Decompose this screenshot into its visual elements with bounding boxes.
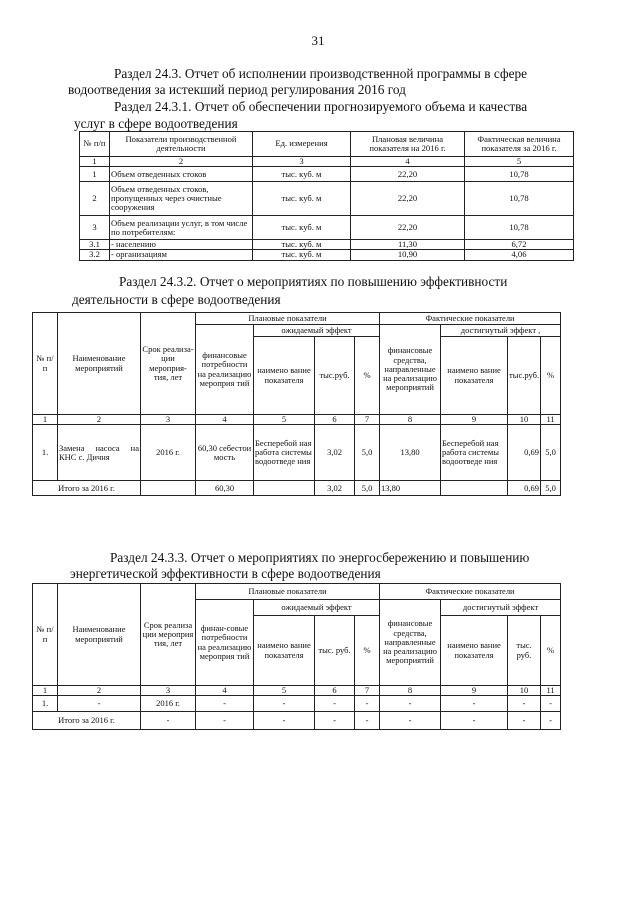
t1-cell-num: 3 (80, 216, 110, 240)
t1-cell-fact: 6,72 (465, 240, 574, 250)
t3-col-number: 1 (33, 686, 58, 696)
t2-header-num: № п/ п (33, 313, 58, 415)
t1-cell-plan: 22,20 (351, 216, 465, 240)
t1-cell-plan: 22,20 (351, 167, 465, 182)
t2-header-fact-fin: финансовые средства, направленные на реализацию мероприятий (380, 325, 441, 415)
subsection-1-heading-line1: Раздел 24.3.1. Отчет об обеспечении прогнозируемого объема и качества (114, 99, 528, 114)
t2-col-number: 7 (355, 415, 380, 425)
t3-header-plan: Плановые показатели (196, 584, 380, 600)
t2-cell-fact-rub: 0,69 (508, 425, 541, 481)
t3-col-number: 7 (355, 686, 380, 696)
t3-cell-fact-rub: - (508, 696, 541, 712)
t3-total-fact-fin: - (380, 712, 441, 730)
t2-cell-plan-pct: 5,0 (355, 425, 380, 481)
page-number: 31 (311, 33, 325, 48)
t2-col-number: 5 (254, 415, 315, 425)
subsection-2-heading-line1: Раздел 24.3.2. Отчет о мероприятиях по повышению эффективности (119, 274, 508, 289)
t2-total-fact-pct: 5,0 (541, 481, 561, 496)
t3-header-fact-fin: финансовые средства, направленные на реализацию мероприятий (380, 600, 441, 686)
t1-cell-num: 3.1 (80, 240, 110, 250)
t1-col-number: 5 (465, 157, 574, 167)
subsection-3-heading-line1: Раздел 24.3.3. Отчет о мероприятиях по энергосбережению и повышению (110, 550, 530, 565)
t3-header-num: № п/ п (33, 584, 58, 686)
efficiency-measures-table (32, 312, 561, 496)
table-row (33, 712, 561, 730)
t1-cell-fact: 10,78 (465, 182, 574, 216)
t2-header-fact: Фактические показатели (380, 313, 561, 325)
t2-total-plan-pct: 5,0 (355, 481, 380, 496)
t3-cell-term: 2016 г. (141, 696, 196, 712)
t2-cell-plan-rub: 3,02 (315, 425, 355, 481)
t3-header-term: Срок реализа ции мероприя тия, лет (141, 584, 196, 686)
t1-cell-unit: тыс. куб. м (253, 167, 351, 182)
t3-col-number: 4 (196, 686, 254, 696)
table-row (80, 240, 574, 250)
t1-cell-num: 2 (80, 182, 110, 216)
t1-header-fact: Фактическая величина показателя за 2016 г. (465, 132, 574, 157)
t2-cell-plan-fin: 60,30 себестои мость (196, 425, 254, 481)
table-row (80, 216, 574, 240)
t2-total-label: Итого за 2016 г. (33, 481, 141, 496)
t2-cell-name: Замена насоса на КНС с. Дичня (58, 425, 141, 481)
t2-total-plan-fin: 60,30 (196, 481, 254, 496)
t1-header-indicator: Показатели производственной деятельности (110, 132, 253, 157)
t2-total-fact-fin: 13,80 (380, 481, 441, 496)
t3-total-label: Итого за 2016 г. (33, 712, 141, 730)
t3-header-name: Наименование мероприятий (58, 584, 141, 686)
t1-cell-fact: 10,78 (465, 167, 574, 182)
subsection-3-heading-line2: энергетической эффективности в сфере водоотведения (70, 566, 381, 581)
t2-header-pct: % (355, 337, 380, 415)
t3-header-ind-name-fact: наимено вание показателя (441, 616, 508, 686)
table-row (80, 182, 574, 216)
section-heading-line1: Раздел 24.3. Отчет об исполнении производственной программы в сфере (114, 66, 528, 81)
energy-saving-measures-table (32, 583, 561, 730)
t3-total-term: - (141, 712, 196, 730)
t1-cell-name: Объем реализации услуг, в том числе по потребителям: (110, 216, 253, 240)
t3-cell-num: 1. (33, 696, 58, 712)
t3-col-number: 8 (380, 686, 441, 696)
t1-col-number: 1 (80, 157, 110, 167)
t3-col-number: 11 (541, 686, 561, 696)
subsection-2-heading-line2: деятельности в сфере водоотведения (72, 292, 281, 307)
t3-col-number: 3 (141, 686, 196, 696)
t3-header-plan-fin: финан-совые потребности на реализацию мероприя тий (196, 600, 254, 686)
t1-header-unit: Ед. измерения (253, 132, 351, 157)
t3-total-fact-rub: - (508, 712, 541, 730)
t1-header-num: № п/п (80, 132, 110, 157)
t1-col-number: 2 (110, 157, 253, 167)
t2-col-number: 6 (315, 415, 355, 425)
table-row (33, 481, 561, 496)
t3-col-number: 6 (315, 686, 355, 696)
t2-col-number: 11 (541, 415, 561, 425)
t3-header-expected: ожидаемый эффект (254, 600, 380, 616)
t2-header-plan: Плановые показатели (196, 313, 380, 325)
t2-cell-term: 2016 г. (141, 425, 196, 481)
t2-col-number: 2 (58, 415, 141, 425)
t3-col-number: 10 (508, 686, 541, 696)
t1-cell-name: Объем отведенных стоков (110, 167, 253, 182)
t1-cell-name: - населению (110, 240, 253, 250)
t3-cell-fact-pct: - (541, 696, 561, 712)
t1-cell-plan: 22,20 (351, 182, 465, 216)
t3-header-fact: Фактические показатели (380, 584, 561, 600)
t2-col-number: 10 (508, 415, 541, 425)
t2-total-plan-ind (254, 481, 315, 496)
t3-total-plan-rub: - (315, 712, 355, 730)
t2-header-rub: тыс.руб. (315, 337, 355, 415)
t3-cell-plan-ind: - (254, 696, 315, 712)
t2-header-plan-fin: финансовые потребности на реализацию мероприя тий (196, 325, 254, 415)
subsection-1-heading-line2: услуг в сфере водоотведения (74, 116, 238, 131)
t1-cell-unit: тыс. куб. м (253, 216, 351, 240)
t2-header-pct-fact: % (541, 337, 561, 415)
t1-cell-unit: тыс. куб. м (253, 182, 351, 216)
t3-col-number: 5 (254, 686, 315, 696)
table-row (33, 425, 561, 481)
t3-cell-fact-ind: - (441, 696, 508, 712)
t3-col-number: 9 (441, 686, 508, 696)
t3-total-fact-ind: - (441, 712, 508, 730)
t1-cell-plan: 11,30 (351, 240, 465, 250)
t3-header-ind-name: наимено вание показателя (254, 616, 315, 686)
t1-cell-fact: 10,78 (465, 216, 574, 240)
t2-header-expected: ожидаемый эффект (254, 325, 380, 337)
t2-col-number: 4 (196, 415, 254, 425)
section-heading-line2: водоотведения за истекший период регулирования 2016 год (68, 82, 406, 97)
table-row (33, 696, 561, 712)
t3-col-number: 2 (58, 686, 141, 696)
t3-header-rub-fact: тыс. руб. (508, 616, 541, 686)
t1-cell-num: 3.2 (80, 250, 110, 260)
t2-header-achieved: достигнутый эффект , (441, 325, 561, 337)
t3-cell-name: - (58, 696, 141, 712)
t1-cell-plan: 10,90 (351, 250, 465, 260)
t2-cell-fact-pct: 5,0 (541, 425, 561, 481)
t2-col-number: 9 (441, 415, 508, 425)
t3-cell-fact-fin: - (380, 696, 441, 712)
t2-header-term: Срок реализа-ции мероприя-тия, лет (141, 313, 196, 415)
t2-cell-num: 1. (33, 425, 58, 481)
t2-total-term (141, 481, 196, 496)
t2-col-number: 3 (141, 415, 196, 425)
t3-cell-plan-fin: - (196, 696, 254, 712)
table-row (80, 167, 574, 182)
t3-cell-plan-rub: - (315, 696, 355, 712)
t1-cell-unit: тыс. куб. м (253, 250, 351, 260)
t2-cell-fact-ind: Бесперебой ная работа системы водоотведе ния (441, 425, 508, 481)
t1-cell-name: - организациям (110, 250, 253, 260)
t2-header-rub-fact: тыс.руб. (508, 337, 541, 415)
t2-cell-fact-fin: 13,80 (380, 425, 441, 481)
t2-header-name: Наименование мероприятий (58, 313, 141, 415)
t2-col-number: 1 (33, 415, 58, 425)
t3-total-plan-fin: - (196, 712, 254, 730)
t2-header-ind-name: наимено вание показателя (254, 337, 315, 415)
table-row (80, 250, 574, 260)
t3-total-plan-pct: - (355, 712, 380, 730)
t1-col-number: 3 (253, 157, 351, 167)
production-volume-table (79, 131, 574, 261)
t3-header-pct: % (355, 616, 380, 686)
t3-total-fact-pct: - (541, 712, 561, 730)
t2-header-ind-name-fact: наимено вание показателя (441, 337, 508, 415)
t2-cell-plan-ind: Бесперебой ная работа системы водоотведе ния (254, 425, 315, 481)
t1-cell-name: Объем отведенных стоков, пропущенных через очистные сооружения (110, 182, 253, 216)
t3-total-plan-ind: - (254, 712, 315, 730)
t3-header-achieved: достигнутый эффект (441, 600, 561, 616)
t1-cell-num: 1 (80, 167, 110, 182)
t3-header-rub: тыс. руб. (315, 616, 355, 686)
t1-header-plan: Плановая величина показателя на 2016 г. (351, 132, 465, 157)
t1-cell-fact: 4,06 (465, 250, 574, 260)
t2-col-number: 8 (380, 415, 441, 425)
t1-col-number: 4 (351, 157, 465, 167)
t3-cell-plan-pct: - (355, 696, 380, 712)
t2-total-fact-ind (441, 481, 508, 496)
t2-total-fact-rub: 0,69 (508, 481, 541, 496)
t1-cell-unit: тыс. куб. м (253, 240, 351, 250)
t2-total-plan-rub: 3,02 (315, 481, 355, 496)
t3-header-pct-fact: % (541, 616, 561, 686)
